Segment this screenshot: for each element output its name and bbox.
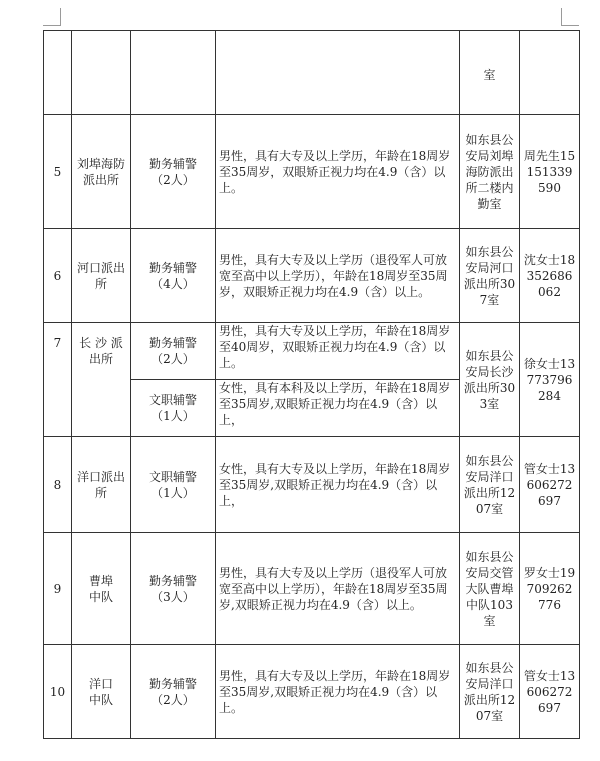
cell-unit [72,645,131,739]
cell-unit [72,31,131,115]
post-text: 勤务辅警 [148,573,197,588]
post-text: 勤务辅警 [148,336,197,350]
cell-contact [520,533,580,645]
crop-mark-top-right-h [561,25,579,26]
cell-no: 9 [44,533,72,645]
count-text: （2人） [151,352,195,366]
table-row [44,115,580,229]
table-row [44,533,580,645]
location-text: 如东县公安局长沙派出所303室 [463,348,516,411]
cell-requirements [216,380,460,437]
requirements-text: 女性，具有大专及以上学历，年龄在18周岁至35周岁,双眼矫正视力均在4.9（含）以上， [219,461,451,508]
cell-location [460,31,520,115]
cell-no [44,323,72,437]
cell-requirements [216,323,460,380]
cell-post [131,437,216,533]
location-text: 如东县公安局河口派出所307室 [463,244,516,307]
post-text: 勤务辅警 [148,676,197,691]
requirements-text: 男性，具有大专及以上学历，年龄在18周岁至40周岁，双眼矫正视力均在4.9（含）以上。 [219,324,451,370]
count-text: （3人） [151,589,195,604]
cell-post [131,229,216,323]
cell-no: 8 [44,437,72,533]
location-text: 如东县公安局洋口派出所1207室 [463,453,516,516]
cell-contact [520,437,580,533]
location-text: 如东县公安局交管大队曹埠中队103室 [465,549,514,628]
requirements-text: 女性，具有本科及以上学历，年龄在18周岁至35周岁,双眼矫正视力均在4.9（含）以上， [219,381,451,427]
cell-contact [520,31,580,115]
requirements-text: 男性，具有大专及以上学历（退役军人可放宽至高中以上学历），年龄在18周岁至35周岁,双眼矫正视力均在4.9（含）以上。 [219,565,448,612]
crop-mark-top-right-v [561,8,562,26]
contact-text: 罗女士19709262776 [523,565,576,612]
table-row [44,645,580,739]
cell-requirements [216,533,460,645]
cell-unit [72,115,131,229]
location-text: 室 [483,68,496,82]
unit-text: 河口派出所 [76,260,125,291]
post-text: 勤务辅警 [148,260,197,275]
post-text: 文职辅警 [148,393,197,407]
cell-post [131,533,216,645]
cell-requirements [216,437,460,533]
no-text: 7 [53,336,62,350]
crop-mark-top-left-h [43,25,61,26]
location-text: 如东县公安局刘埠海防派出所二楼内勤室 [465,132,514,211]
count-text: （1人） [151,409,195,423]
cell-location [460,229,520,323]
cell-no [44,31,72,115]
cell-contact [520,115,580,229]
table-row [44,437,580,533]
crop-mark-top-left-v [60,8,61,26]
table-row [44,31,580,115]
cell-requirements [216,31,460,115]
cell-unit [72,229,131,323]
cell-requirements [216,115,460,229]
requirements-text: 男性，具有大专及以上学历，年龄在18周岁至35周岁,双眼矫正视力均在4.9（含）以上。 [219,668,451,715]
unit-text: 刘埠海防派出所 [76,156,125,187]
contact-text: 沈女士18352686062 [523,252,576,299]
cell-location [460,437,520,533]
contact-text: 管女士13606272697 [523,668,576,715]
post-text: 文职辅警 [148,469,197,484]
cell-contact [520,323,580,437]
post-text: 勤务辅警 [148,156,197,171]
contact-text: 管女士13606272697 [523,461,576,508]
unit-text: 长 沙 派出所 [79,336,123,366]
cell-post [131,31,216,115]
cell-post [131,380,216,437]
cell-post [131,323,216,380]
cell-location [460,533,520,645]
unit-text: 洋口中队 [88,676,113,707]
table-row [44,229,580,323]
cell-unit [72,323,131,437]
table-row [44,323,580,380]
cell-requirements [216,229,460,323]
cell-unit [72,437,131,533]
requirements-text: 男性，具有大专及以上学历（退役军人可放宽至高中以上学历），年龄在18周岁至35周岁，双眼矫正视力均在4.9（含）以上。 [219,252,448,299]
count-text: （4人） [151,276,195,291]
contact-text: 周先生15151339590 [523,148,576,195]
contact-text: 徐女士13773796284 [523,356,576,403]
requirements-text: 男性，具有大专及以上学历，年龄在18周岁至35周岁，双眼矫正视力均在4.9（含）以上。 [219,148,451,195]
cell-no: 6 [44,229,72,323]
count-text: （1人） [151,485,195,500]
cell-no: 5 [44,115,72,229]
unit-text: 洋口派出所 [76,469,125,500]
cell-location [460,645,520,739]
location-text: 如东县公安局洋口派出所1207室 [463,660,516,723]
recruitment-table [43,30,580,739]
cell-contact [520,645,580,739]
unit-text: 曹埠中队 [88,573,113,604]
count-text: （2人） [151,692,195,707]
cell-location [460,115,520,229]
cell-no: 10 [44,645,72,739]
cell-post [131,645,216,739]
cell-unit [72,533,131,645]
cell-location [460,323,520,437]
cell-contact [520,229,580,323]
count-text: （2人） [151,172,195,187]
cell-post [131,115,216,229]
cell-requirements [216,645,460,739]
